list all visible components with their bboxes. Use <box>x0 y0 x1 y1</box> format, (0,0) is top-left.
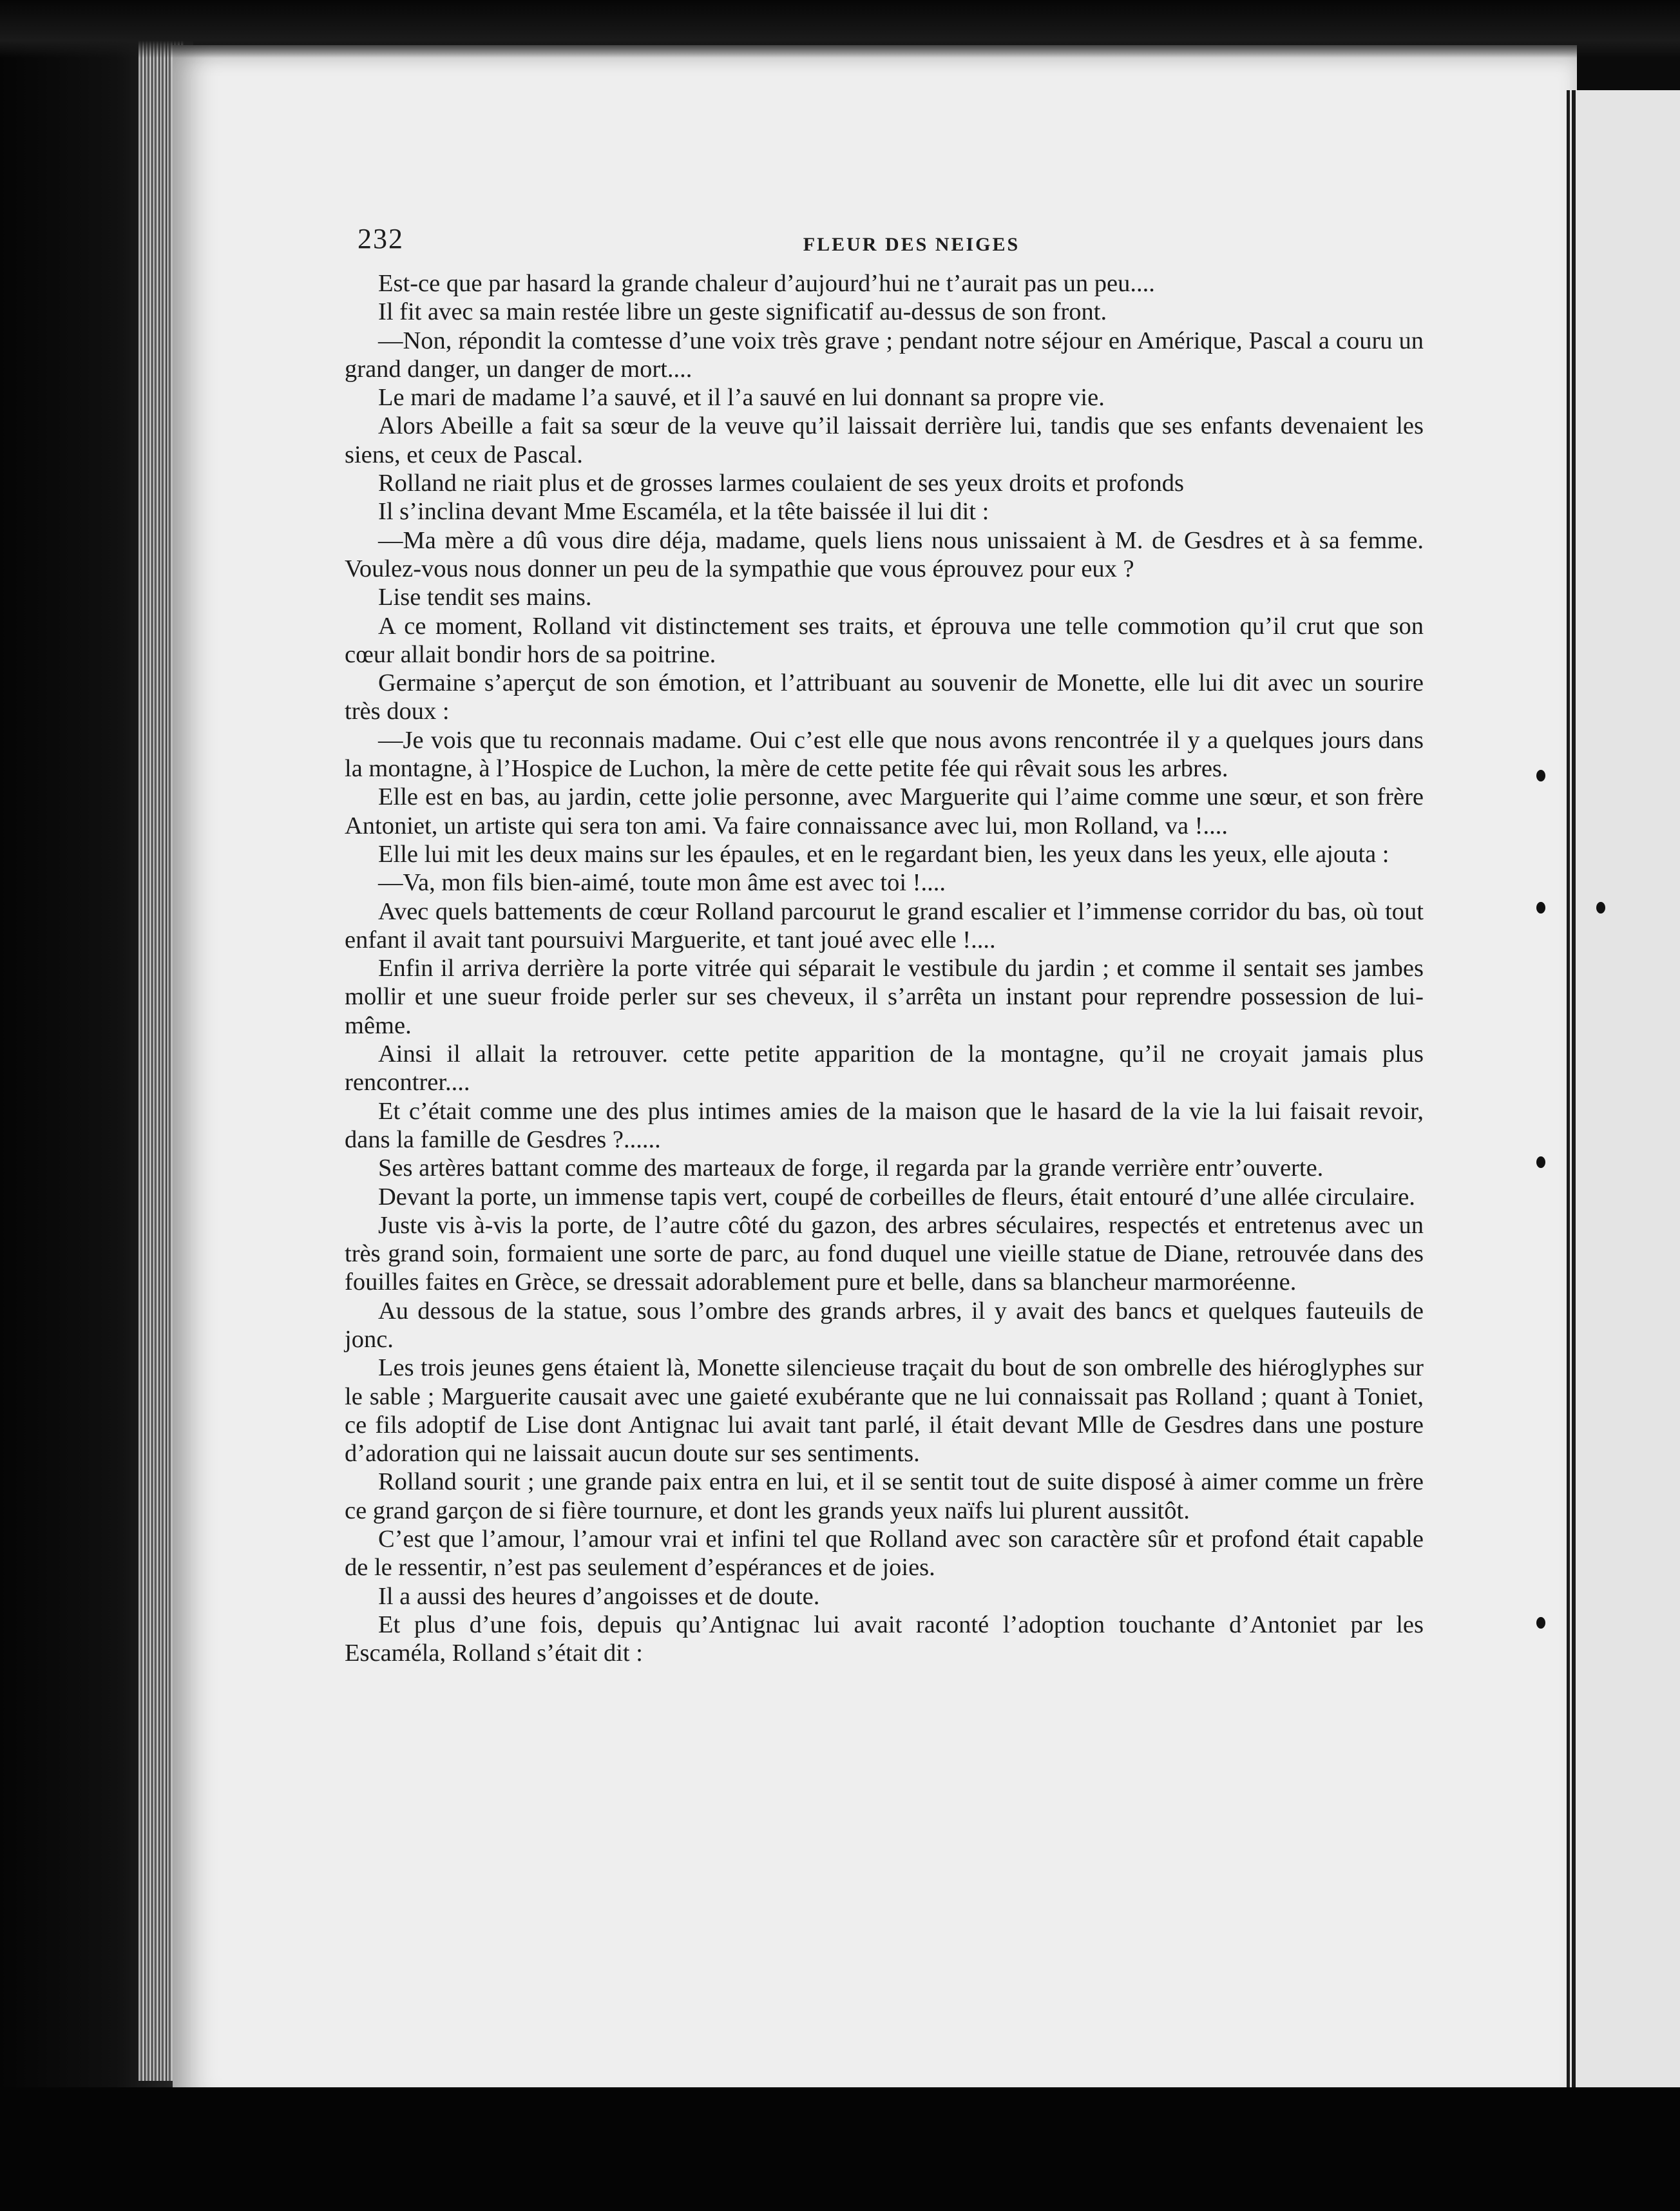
paragraph: Devant la porte, un immense tapis vert, coupé de corbeilles de fleurs, était entouré d’une allée circulaire. <box>378 1183 1415 1211</box>
paragraph: Et plus d’une fois, depuis qu’Antignac lui avait raconté l’adoption touchante d’Antoniet par les Escaméla, Rolland s’était dit : <box>345 1611 1424 1667</box>
body-text <box>345 269 1424 1668</box>
page-number: 232 <box>358 223 404 254</box>
paragraph: —Va, mon fils bien-aimé, toute mon âme est avec toi !.... <box>378 869 946 897</box>
paragraph: Enfin il arriva derrière la porte vitrée qui séparait le vestibule du jardin ; et comme il sentait ses jambes mollir et une sueur froide perler sur ses cheveux, il s’arrêta un instant pour reprendre possession de lui-même. <box>345 955 1424 1039</box>
top-shadow <box>0 0 1680 58</box>
paragraph: Elle est en bas, au jardin, cette jolie personne, avec Marguerite qui l’aime comme une sœur, et son frère Antoniet, un artiste qui sera ton ami. Va faire connaissance avec lui, mon Rolland, va !.... <box>345 783 1424 839</box>
paragraph: Lise tendit ses mains. <box>378 584 592 611</box>
paragraph: Est-ce que par hasard la grande chaleur d’aujourd’hui ne t’aurait pas un peu.... <box>378 270 1155 297</box>
ink-spot <box>1536 902 1545 914</box>
ink-spot <box>1596 902 1605 914</box>
bottom-shadow <box>0 2087 1680 2211</box>
paragraph: Il fit avec sa main restée libre un geste significatif au-dessus de son front. <box>378 298 1107 326</box>
paragraph: Les trois jeunes gens étaient là, Monette silencieuse traçait du bout de son ombrelle des hiéroglyphes sur le sable ; Marguerite causait avec une gaieté exubérante que ne lui connaissait pas Rolland ; quant à Toniet, ce fils adoptif de Lise dont Antignac lui avait tant parlé, il était devant Mlle de Gesdres dans une posture d’adoration qui ne laissait aucun doute sur ses sentiments. <box>345 1354 1424 1468</box>
paragraph: Le mari de madame l’a sauvé, et il l’a sauvé en lui donnant sa propre vie. <box>378 384 1105 412</box>
paragraph: —Ma mère a dû vous dire déja, madame, quels liens nous unissaient à M. de Gesdres et à sa femme. Voulez-vous nous donner un peu de la sympathie que vous éprouvez pour eux ? <box>345 526 1424 582</box>
paragraph: Ses artères battant comme des marteaux de forge, il regarda par la grande verrière entr’ouverte. <box>378 1154 1324 1182</box>
paragraph: —Je vois que tu reconnais madame. Oui c’est elle que nous avons rencontrée il y a quelques jours dans la montagne, à l’Hospice de Luchon, la mère de cette petite fée qui rêvait sous les arbres. <box>345 726 1424 783</box>
paragraph: —Non, répondit la comtesse d’une voix très grave ; pendant notre séjour en Amérique, Pascal a couru un grand danger, un danger de mort.... <box>345 327 1424 383</box>
paragraph: Juste vis à-vis la porte, de l’autre côté du gazon, des arbres séculaires, respectés et entretenus avec un très grand soin, formaient une sorte de parc, au fond duquel une vieille statue de Diane, retrouvée dans des fouilles faites en Grèce, se dressait adorablement pure et belle, dans sa blancheur marmoréenne. <box>345 1211 1424 1296</box>
ink-spot <box>1536 1156 1545 1168</box>
paragraph: Il s’inclina devant Mme Escaméla, et la tête baissée il lui dit : <box>378 498 989 526</box>
paragraph: Ainsi il allait la retrouver. cette petite apparition de la montagne, qu’il ne croyait jamais plus rencontrer.... <box>345 1040 1424 1096</box>
running-title: FLEUR DES NEIGES <box>803 234 1020 255</box>
paragraph: Rolland ne riait plus et de grosses larmes coulaient de ses yeux droits et profonds <box>378 470 1184 497</box>
paragraph: Et c’était comme une des plus intimes amies de la maison que le hasard de la vie la lui faisait revoir, dans la famille de Gesdres ?...... <box>345 1097 1424 1153</box>
paragraph: Avec quels battements de cœur Rolland parcourut le grand escalier et l’immense corridor du bas, où tout enfant il avait tant poursuivi Marguerite, et tant joué avec elle !.... <box>345 897 1424 953</box>
paragraph: Rolland sourit ; une grande paix entra en lui, et il se sentit tout de suite disposé à aimer comme un frère ce grand garçon de si fière tournure, et dont les grands yeux naïfs lui plurent aussitôt. <box>345 1468 1424 1524</box>
facing-page-edge <box>1572 90 1680 2113</box>
paragraph: Alors Abeille a fait sa sœur de la veuve qu’il laissait derrière lui, tandis que ses enfants devenaient les siens, et ceux de Pascal. <box>345 412 1424 468</box>
running-head <box>358 222 1465 261</box>
ink-spot <box>1536 1617 1545 1629</box>
paragraph: Germaine s’aperçut de son émotion, et l’attribuant au souvenir de Monette, elle lui dit avec un sourire très doux : <box>345 669 1424 725</box>
paragraph: C’est que l’amour, l’amour vrai et infini tel que Rolland avec son caractère sûr et profond était capable de le ressentir, n’est pas seulement d’espérances et de joies. <box>345 1526 1424 1582</box>
paragraph: Au dessous de la statue, sous l’ombre des grands arbres, il y avait des bancs et quelques fauteuils de jonc. <box>345 1297 1424 1353</box>
paragraph: Il a aussi des heures d’angoisses et de doute. <box>378 1582 820 1610</box>
paragraph: A ce moment, Rolland vit distinctement ses traits, et éprouva une telle commotion qu’il crut que son cœur allait bondir hors de sa poitrine. <box>345 612 1424 668</box>
gutter-line <box>1567 90 1570 2100</box>
ink-spot <box>1536 770 1545 781</box>
paragraph: Elle lui mit les deux mains sur les épaules, et en le regardant bien, les yeux dans les yeux, elle ajouta : <box>378 840 1389 868</box>
